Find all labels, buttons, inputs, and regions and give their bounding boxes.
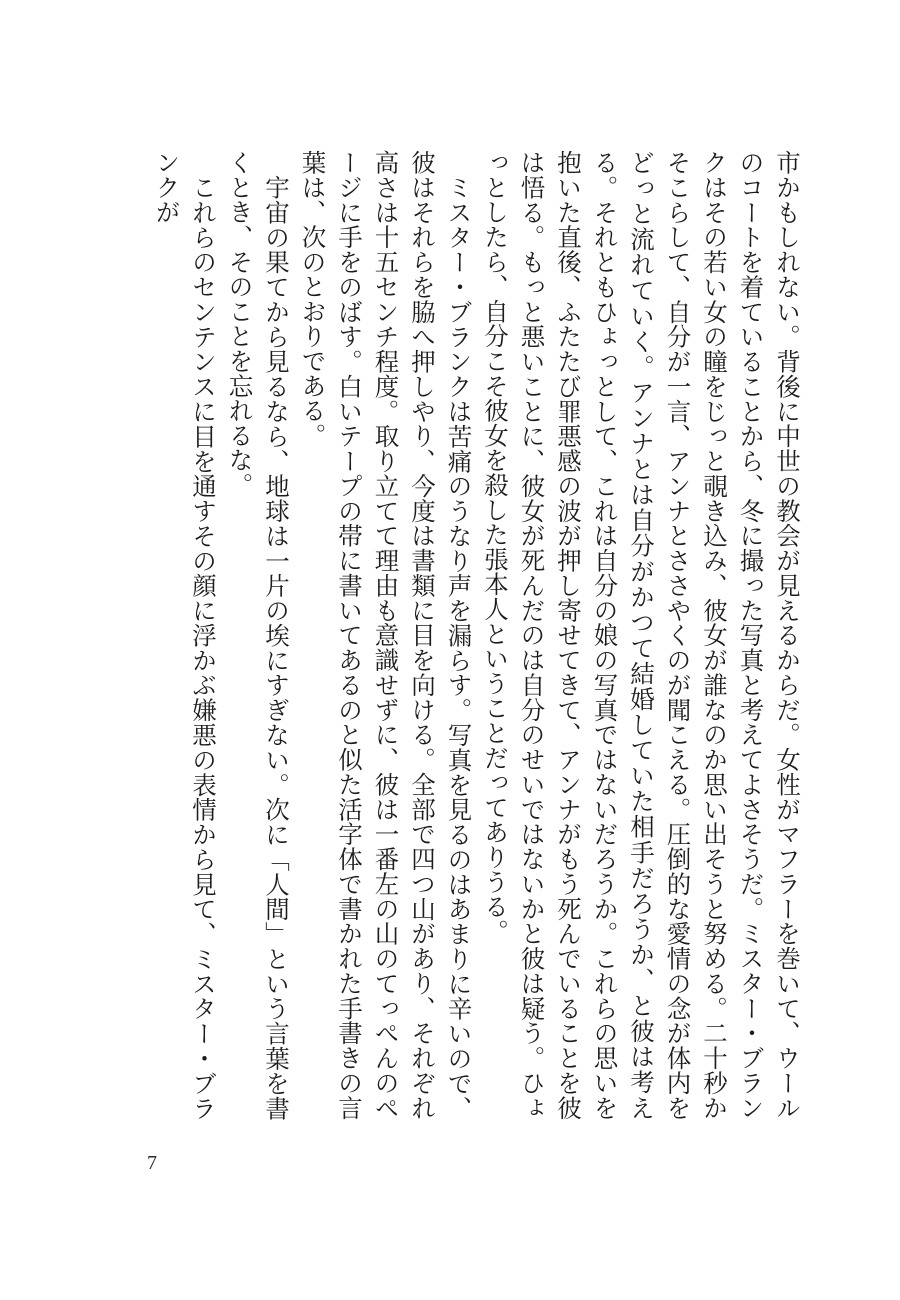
page-number: 7 xyxy=(147,1152,157,1174)
paragraph-2: ミスター・ブランクは苦痛のうなり声を漏らす。写真を見るのはあまりに辛いので、彼はそれらを脇へ押しやり、今度は書類に目を向ける。全部で四つ山があり、それぞれ高さは十五センチ程度。取り立てて理由も意識せずに、彼は一番左の山のてっぺんのページに手をのばす。白いテープの帯に書いてあるのと似た活字体で書かれた手書きの言葉は、次のとおりである。 xyxy=(298,150,474,1120)
page-number-container xyxy=(0,1152,300,1175)
paragraph-1: 市かもしれない。背後に中世の教会が見えるからだ。女性がマフラーを巻いて、ウールのコートを着ていることから、冬に撮った写真と考えてよさそうだ。ミスター・ブランクはその若い女の瞳をじっと覗き込み、彼女が誰なのか思い出そうと努める。二十秒かそこらして、自分が一言、アンナとささやくのが聞こえる。圧倒的な愛情の念が体内をどっと流れていく。アンナとは自分がかつて結婚していた相手だろうか、と彼は考える。それともひょっとして、これは自分の娘の写真ではないだろうか。これらの思いを抱いた直後、ふたたび罪悪感の波が押し寄せてきて、アンナがもう死んでいることを彼は悟る。もっと悪いことに、彼女が死んだのは自分のせいではないかと彼は疑う。ひょっとしたら、自分こそ彼女を殺した張本人ということだってありうる。 xyxy=(481,150,802,1120)
paragraph-3: 宇宙の果てから見るなら、地球は一片の埃にすぎない。次に「人間」という言葉を書くとき、そのことを忘れるな。 xyxy=(225,150,291,1120)
paragraph-4: これらのセンテンスに目を通すその顔に浮かぶ嫌悪の表情から見て、ミスター・ブランクが xyxy=(152,150,218,1120)
body-text xyxy=(65,150,805,1120)
